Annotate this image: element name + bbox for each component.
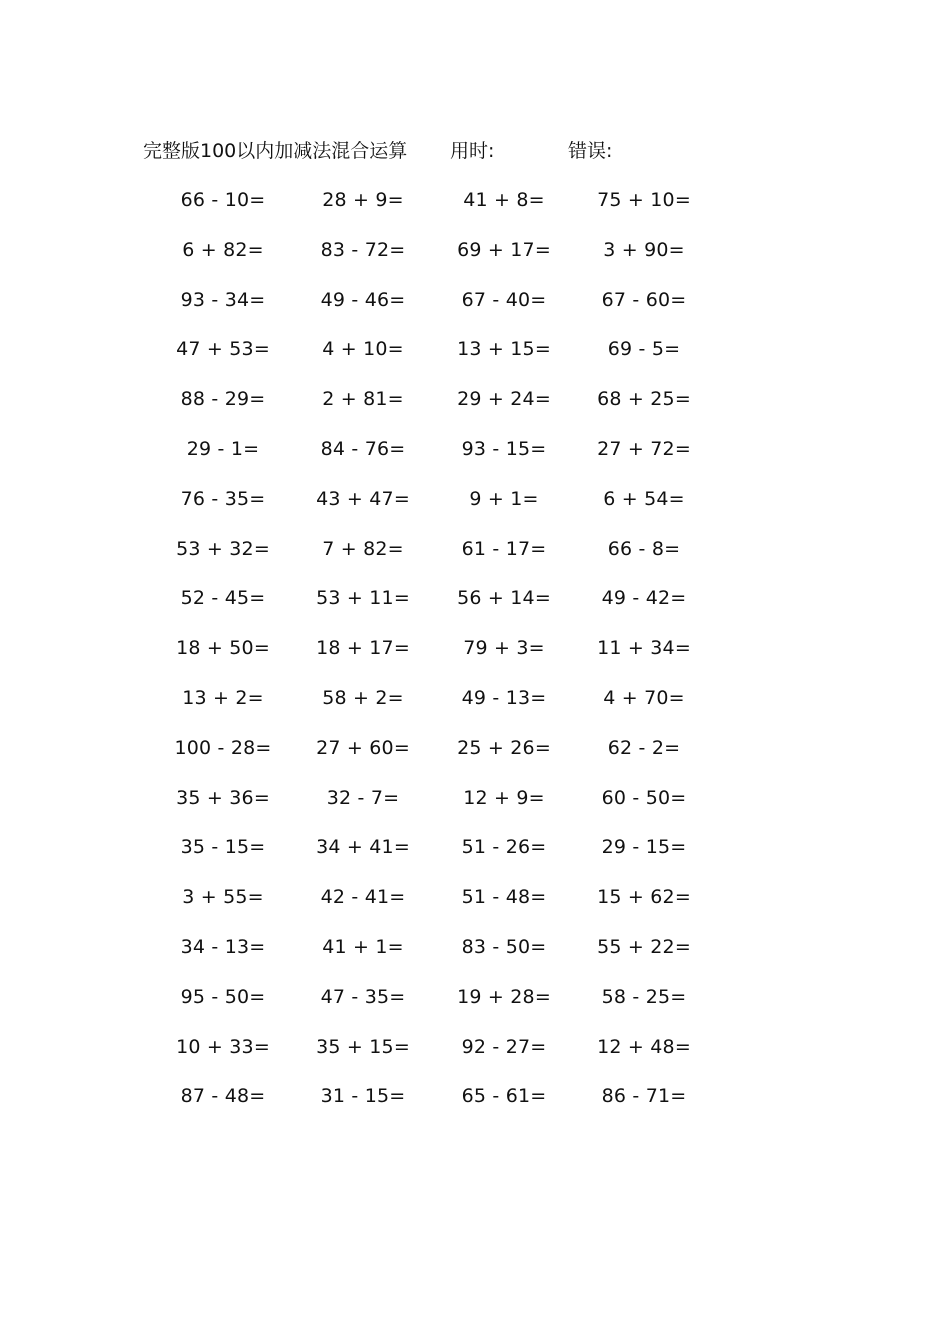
math-problem: 32 - 7= — [326, 786, 400, 809]
math-problem: 49 - 46= — [320, 288, 406, 311]
problem-grid — [140, 185, 691, 1131]
math-problem: 10 + 33= — [176, 1035, 270, 1058]
math-problem: 41 + 1= — [322, 935, 404, 958]
math-problem: 84 - 76= — [320, 437, 406, 460]
problem-row — [140, 334, 680, 384]
time-label: 用时: — [450, 140, 495, 162]
math-problem: 43 + 47= — [316, 487, 410, 510]
math-problem: 19 + 28= — [457, 985, 551, 1008]
math-problem: 58 + 2= — [322, 686, 404, 709]
problem-row — [140, 185, 691, 235]
math-problem: 41 + 8= — [463, 189, 545, 211]
math-problem: 55 + 22= — [597, 935, 691, 958]
math-problem: 34 - 13= — [180, 935, 266, 958]
math-problem: 35 - 15= — [180, 836, 266, 859]
math-problem: 4 + 10= — [322, 338, 404, 361]
problem-row — [140, 434, 691, 484]
math-problem: 3 + 90= — [603, 238, 685, 261]
math-problem: 11 + 34= — [597, 637, 691, 660]
math-problem: 25 + 26= — [457, 736, 551, 759]
math-problem: 4 + 70= — [603, 686, 685, 709]
math-problem: 52 - 45= — [180, 587, 266, 610]
math-problem: 65 - 61= — [461, 1085, 547, 1108]
math-problem: 31 - 15= — [320, 1085, 406, 1108]
problem-row — [140, 1081, 687, 1131]
problem-row — [140, 982, 687, 1032]
math-problem: 58 - 25= — [601, 985, 687, 1008]
problem-row — [140, 733, 680, 783]
worksheet-title: 完整版100以内加减法混合运算 — [143, 140, 408, 162]
problem-row — [140, 534, 680, 584]
math-problem: 93 - 15= — [461, 437, 547, 460]
problem-row — [140, 235, 685, 285]
math-problem: 61 - 17= — [461, 537, 547, 560]
math-problem: 76 - 35= — [180, 487, 266, 510]
math-problem: 18 + 50= — [176, 637, 270, 660]
math-problem: 51 - 26= — [461, 836, 547, 859]
math-problem: 27 + 72= — [597, 437, 691, 460]
math-problem: 12 + 9= — [463, 786, 545, 809]
math-problem: 68 + 25= — [597, 388, 691, 411]
math-problem: 67 - 40= — [461, 288, 547, 311]
math-problem: 13 + 15= — [457, 338, 551, 361]
problem-row — [140, 683, 685, 733]
problem-row — [140, 1032, 691, 1082]
error-label: 错误: — [568, 140, 613, 162]
math-problem: 29 - 1= — [186, 437, 260, 460]
math-problem: 100 - 28= — [174, 736, 272, 759]
math-problem: 92 - 27= — [461, 1035, 547, 1058]
math-problem: 47 + 53= — [176, 338, 270, 361]
problem-row — [140, 583, 687, 633]
math-problem: 6 + 82= — [182, 238, 264, 261]
math-problem: 29 + 24= — [457, 388, 551, 411]
math-problem: 83 - 50= — [461, 935, 547, 958]
math-problem: 12 + 48= — [597, 1035, 691, 1058]
math-problem: 56 + 14= — [457, 587, 551, 610]
math-problem: 86 - 71= — [601, 1085, 687, 1108]
problem-row — [140, 633, 691, 683]
math-problem: 69 - 5= — [607, 338, 681, 361]
math-problem: 28 + 9= — [322, 189, 404, 211]
problem-row — [140, 783, 687, 833]
math-problem: 87 - 48= — [180, 1085, 266, 1108]
problem-row — [140, 285, 687, 335]
math-problem: 69 + 17= — [457, 238, 551, 261]
math-problem: 35 + 36= — [176, 786, 270, 809]
math-problem: 62 - 2= — [607, 736, 681, 759]
problem-row — [140, 384, 691, 434]
math-problem: 75 + 10= — [597, 189, 691, 211]
math-problem: 51 - 48= — [461, 886, 547, 909]
math-problem: 67 - 60= — [601, 288, 687, 311]
math-problem: 9 + 1= — [469, 487, 539, 510]
problem-row — [140, 484, 685, 534]
math-problem: 3 + 55= — [182, 886, 264, 909]
math-problem: 66 - 10= — [180, 189, 266, 211]
math-problem: 42 - 41= — [320, 886, 406, 909]
worksheet-header — [143, 136, 663, 166]
math-problem: 95 - 50= — [180, 985, 266, 1008]
math-problem: 35 + 15= — [316, 1035, 410, 1058]
math-problem: 53 + 32= — [176, 537, 270, 560]
math-problem: 83 - 72= — [320, 238, 406, 261]
math-problem: 15 + 62= — [597, 886, 691, 909]
problem-row — [140, 932, 691, 982]
math-problem: 66 - 8= — [607, 537, 681, 560]
math-problem: 27 + 60= — [316, 736, 410, 759]
math-problem: 2 + 81= — [322, 388, 404, 411]
math-problem: 79 + 3= — [463, 637, 545, 660]
math-problem: 34 + 41= — [316, 836, 410, 859]
math-problem: 49 - 13= — [461, 686, 547, 709]
math-problem: 29 - 15= — [601, 836, 687, 859]
math-problem: 60 - 50= — [601, 786, 687, 809]
math-problem: 93 - 34= — [180, 288, 266, 311]
math-problem: 47 - 35= — [320, 985, 406, 1008]
problem-row — [140, 832, 687, 882]
math-problem: 6 + 54= — [603, 487, 685, 510]
math-problem: 88 - 29= — [180, 388, 266, 411]
math-problem: 13 + 2= — [182, 686, 264, 709]
math-problem: 53 + 11= — [316, 587, 410, 610]
math-problem: 49 - 42= — [601, 587, 687, 610]
math-problem: 7 + 82= — [322, 537, 404, 560]
problem-row — [140, 882, 691, 932]
math-problem: 18 + 17= — [316, 637, 410, 660]
